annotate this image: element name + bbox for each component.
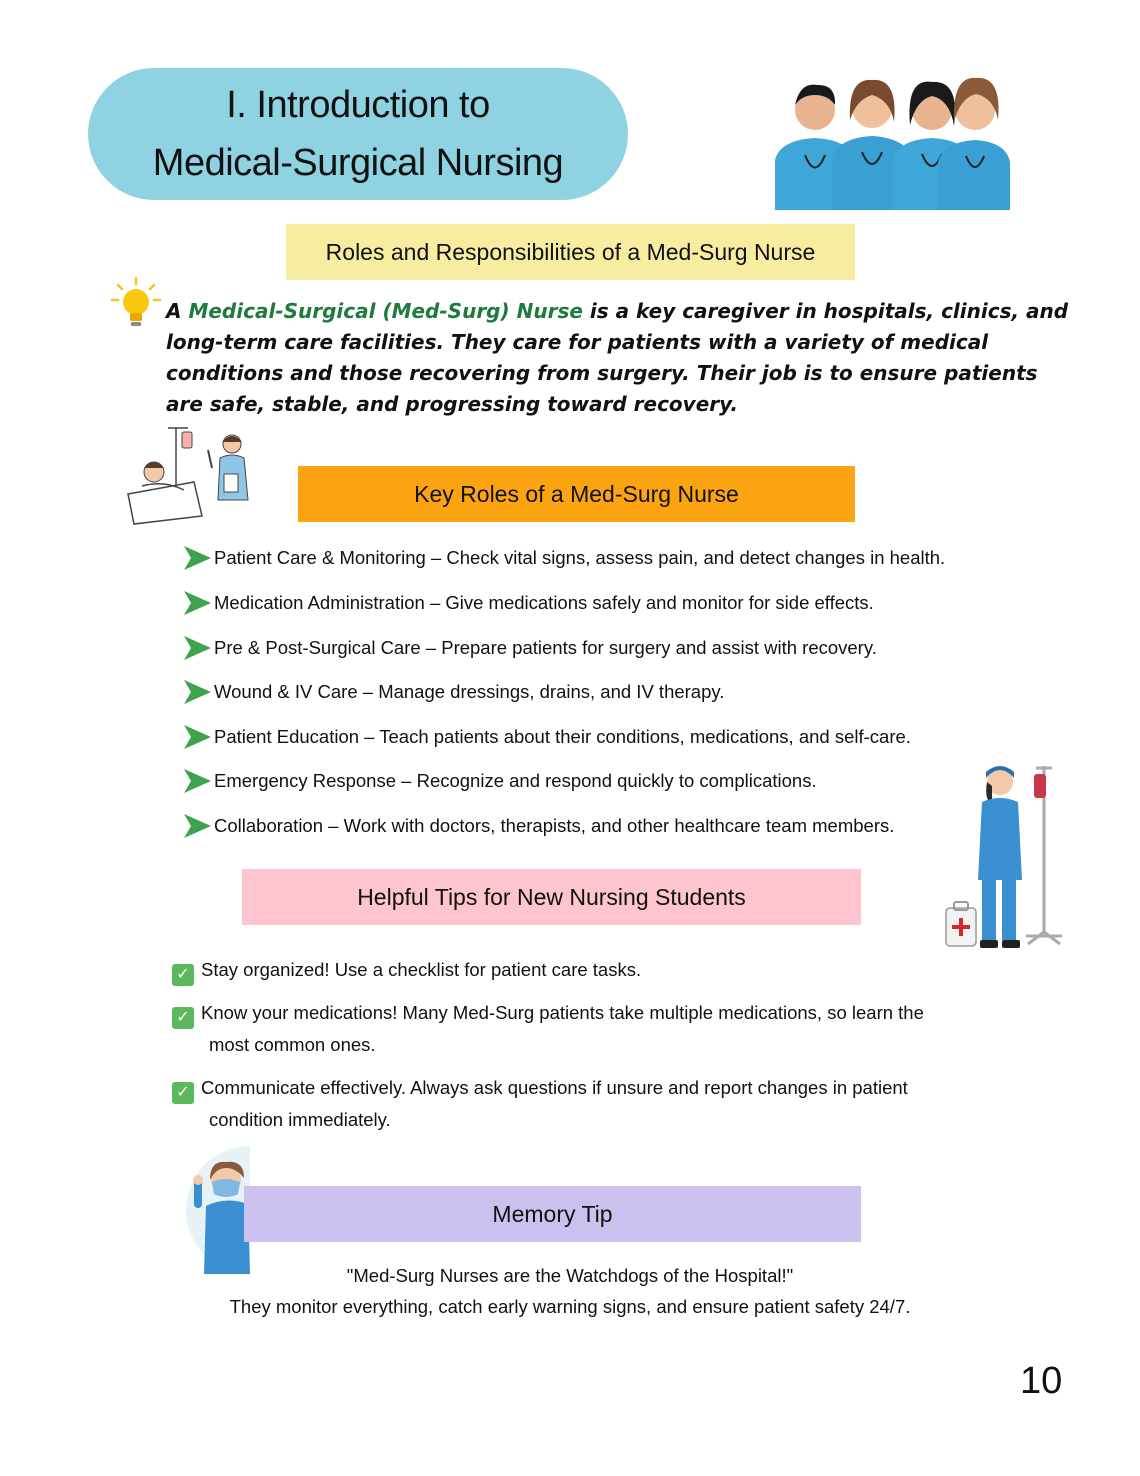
tip-text: Know your medications! Many Med-Surg patients take multiple medications, so learn the (201, 1002, 924, 1023)
key-role-item (182, 811, 894, 841)
green-arrow-icon (182, 766, 212, 796)
tip-item (172, 997, 1012, 1060)
checkmark-icon: ✓ (172, 1082, 194, 1104)
green-arrow-icon (182, 633, 212, 663)
page-title-line-1: I. Introduction to (226, 84, 490, 126)
intro-prefix: A (166, 299, 189, 323)
key-role-item (182, 766, 817, 796)
intro-rest: is a key caregiver in hospitals, clinics, and long-term care facilities. They care for patients with a variety of medical conditions and those recovering from surgery. Their job is to ensure patients are safe, stable, and progressing toward recovery. (166, 299, 1069, 416)
key-role-item (182, 588, 874, 618)
tip-text-continued: most common ones. (209, 1034, 376, 1055)
lightbulb-icon (110, 276, 162, 332)
nurse-team-illustration (770, 70, 1010, 210)
green-arrow-icon (182, 543, 212, 573)
green-arrow-icon (182, 811, 212, 841)
page-title-line-2: Medical-Surgical Nursing (152, 142, 564, 184)
key-role-item (182, 633, 877, 663)
key-roles-heading: Key Roles of a Med-Surg Nurse (298, 466, 855, 522)
tip-item (172, 954, 1012, 986)
green-arrow-icon (182, 722, 212, 752)
key-role-text: Pre & Post-Surgical Care – Prepare patients for surgery and assist with recovery. (214, 637, 877, 658)
key-role-text: Patient Care & Monitoring – Check vital signs, assess pain, and detect changes in health. (214, 547, 946, 568)
key-role-item (182, 543, 945, 573)
key-role-item (182, 677, 724, 707)
key-role-text: Collaboration – Work with doctors, therapists, and other healthcare team members. (214, 815, 895, 836)
tip-text: Communicate effectively. Always ask questions if unsure and report changes in patient (201, 1077, 908, 1098)
key-role-item (182, 722, 911, 752)
memory-heading: Memory Tip (244, 1186, 861, 1242)
tip-text: Stay organized! Use a checklist for patient care tasks. (201, 959, 642, 980)
green-arrow-icon (182, 677, 212, 707)
memory-text: They monitor everything, catch early warning signs, and ensure patient safety 24/7. (229, 1296, 911, 1317)
green-arrow-icon (182, 588, 212, 618)
tips-heading: Helpful Tips for New Nursing Students (242, 869, 861, 925)
key-role-text: Medication Administration – Give medications safely and monitor for side effects. (214, 592, 874, 613)
page-title (88, 68, 628, 200)
nurse-with-iv-stand-illustration (940, 760, 1070, 956)
intro-paragraph (166, 296, 1071, 420)
key-role-text: Emergency Response – Recognize and respond quickly to complications. (214, 770, 817, 791)
masked-nurse-illustration (150, 1146, 250, 1276)
patient-bed-illustration (124, 424, 256, 528)
roles-heading: Roles and Responsibilities of a Med-Surg Nurse (286, 224, 855, 280)
memory-quote: "Med-Surg Nurses are the Watchdogs of the Hospital!" (346, 1265, 794, 1286)
page-number: 10 (1020, 1360, 1063, 1402)
checkmark-icon: ✓ (172, 1007, 194, 1029)
key-role-text: Wound & IV Care – Manage dressings, drains, and IV therapy. (214, 681, 725, 702)
key-role-text: Patient Education – Teach patients about their conditions, medications, and self-care. (214, 726, 911, 747)
intro-highlight: Medical-Surgical (Med-Surg) Nurse (188, 299, 583, 323)
tip-item (172, 1072, 1012, 1135)
tip-text-continued: condition immediately. (209, 1109, 391, 1130)
checkmark-icon: ✓ (172, 964, 194, 986)
